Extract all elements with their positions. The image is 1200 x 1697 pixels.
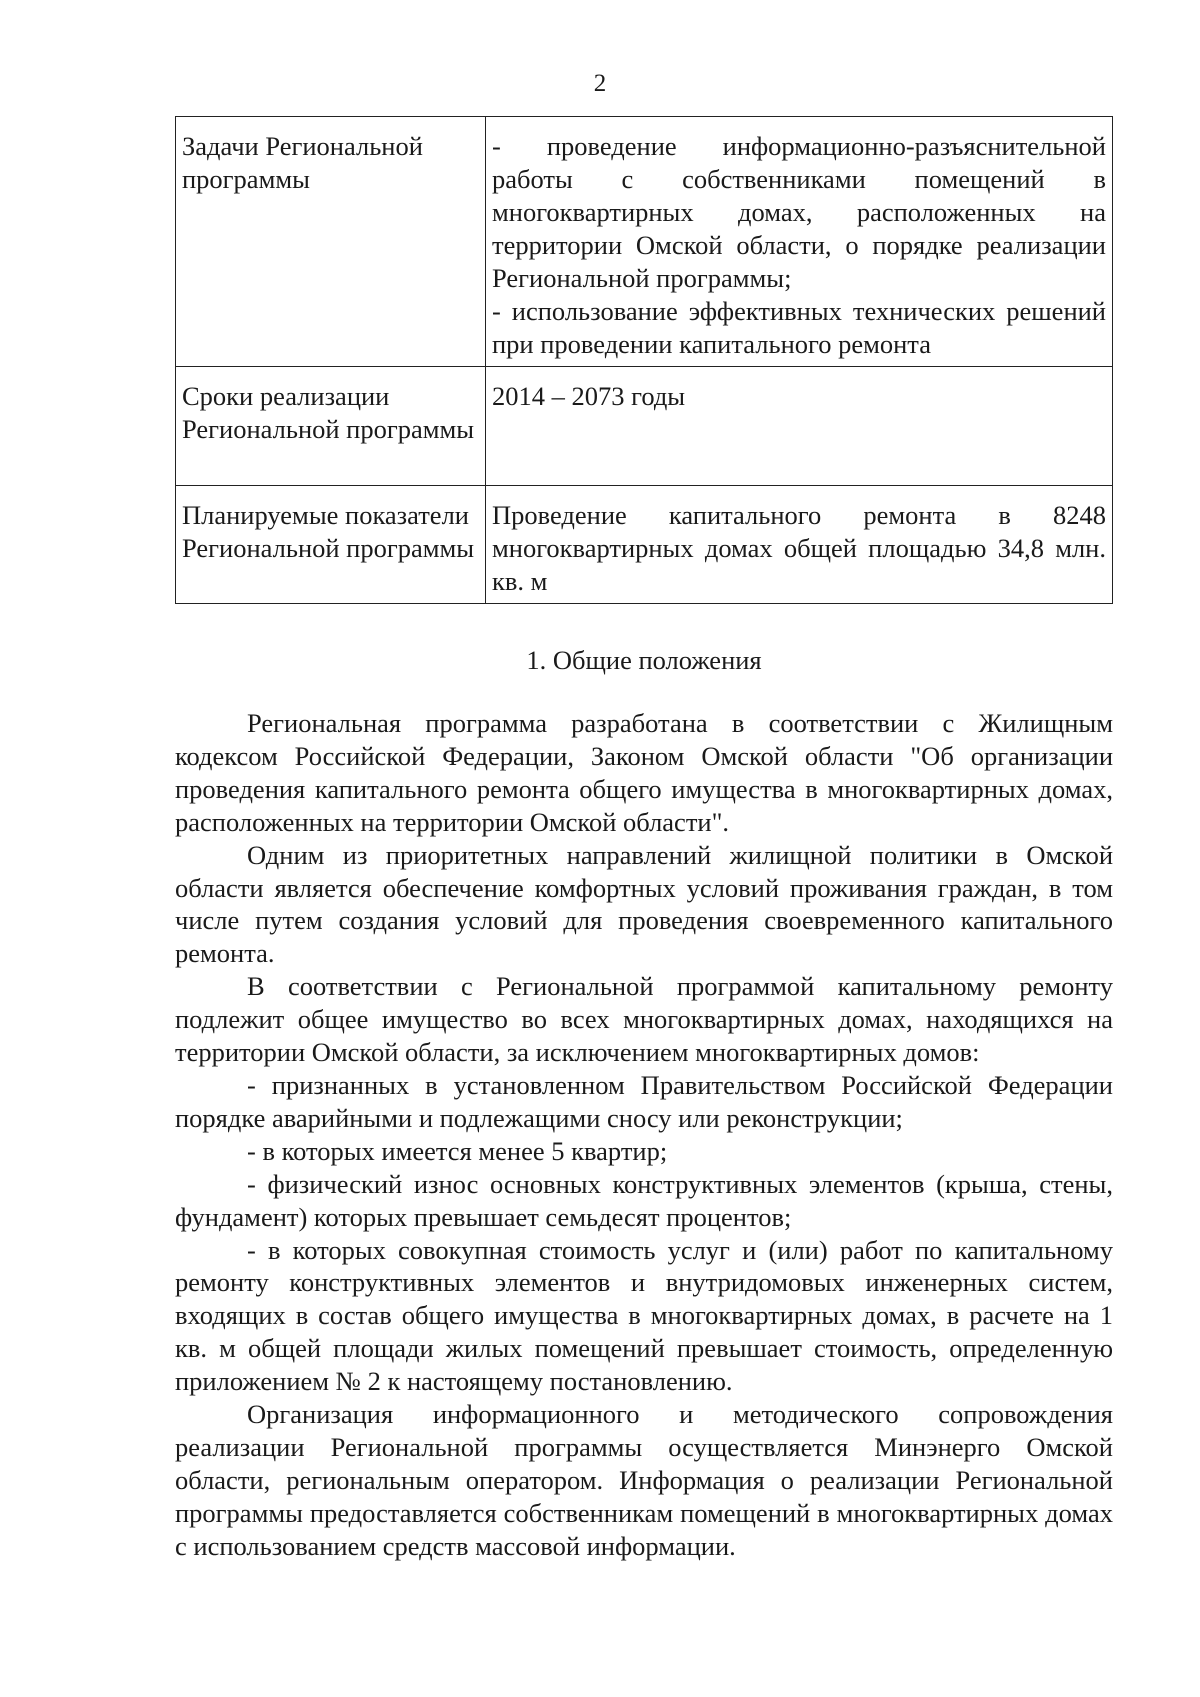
table-row-indicators xyxy=(176,486,1113,604)
table-cell-label: Сроки реализации Региональной программы xyxy=(176,367,486,486)
table-row-terms xyxy=(176,367,1113,486)
table-cell-label: Планируемые показатели Региональной программы xyxy=(176,486,486,604)
section-heading: 1. Общие положения xyxy=(526,645,762,675)
table-cell-label: Задачи Региональной программы xyxy=(176,117,486,367)
table-cell-value xyxy=(486,117,1113,367)
page-number: 2 xyxy=(593,70,607,97)
table-cell-value: 2014 – 2073 годы xyxy=(486,367,1113,486)
list-item: - в которых имеется менее 5 квартир; xyxy=(247,1135,668,1166)
task-item: - использование эффективных технических решений при проведении капитального ремонта xyxy=(492,296,1106,359)
paragraph: Региональная программа разработана в соответствии с Жилищным кодексом Российской Федерации, Законом Омской области "Об организации проведения капитального ремонта общего имущества в многоквартирных домах, расположенных на территории Омской области". xyxy=(175,708,1113,837)
list-item: - в которых совокупная стоимость услуг и (или) работ по капитальному ремонту конструктивных элементов и внутридомовых инженерных систем, входящих в состав общего имущества в многоквартирных домах, в расчете на 1 кв. м общей площади жилых помещений превышает стоимость, определенную приложением № 2 к настоящему постановлению. xyxy=(175,1234,1113,1397)
paragraph: В соответствии с Региональной программой капитальному ремонту подлежит общее имущество во всех многоквартирных домах, находящихся на территории Омской области, за исключением многоквартирных домов: xyxy=(175,971,1113,1068)
program-passport-table xyxy=(175,116,1113,604)
paragraph: Организация информационного и методического сопровождения реализации Региональной программы осуществляется Минэнерго Омской области, региональным оператором. Информация о реализации Региональной программы предоставляется собственникам помещений в многоквартирных домах с использованием средств массовой информации. xyxy=(175,1399,1113,1561)
section-body xyxy=(175,707,1113,1563)
paragraph: Одним из приоритетных направлений жилищной политики в Омской области является обеспечение комфортных условий проживания граждан, в том числе путем создания условий для проведения своевременного капитального ремонта. xyxy=(175,839,1113,969)
task-item: - проведение информационно-разъяснительной работы с собственниками помещений в многоквартирных домах, расположенных на территории Омской области, о порядке реализации Региональной программы; xyxy=(492,131,1106,293)
table-row-tasks xyxy=(176,117,1113,367)
list-item: - физический износ основных конструктивных элементов (крыша, стены, фундамент) которых превышает семьдесят процентов; xyxy=(175,1168,1113,1232)
list-item: - признанных в установленном Правительством Российской Федерации порядке аварийными и подлежащими сносу или реконструкции; xyxy=(175,1069,1113,1133)
table-cell-value: Проведение капитального ремонта в 8248 многоквартирных домах общей площадью 34,8 млн. кв. м xyxy=(486,486,1113,604)
